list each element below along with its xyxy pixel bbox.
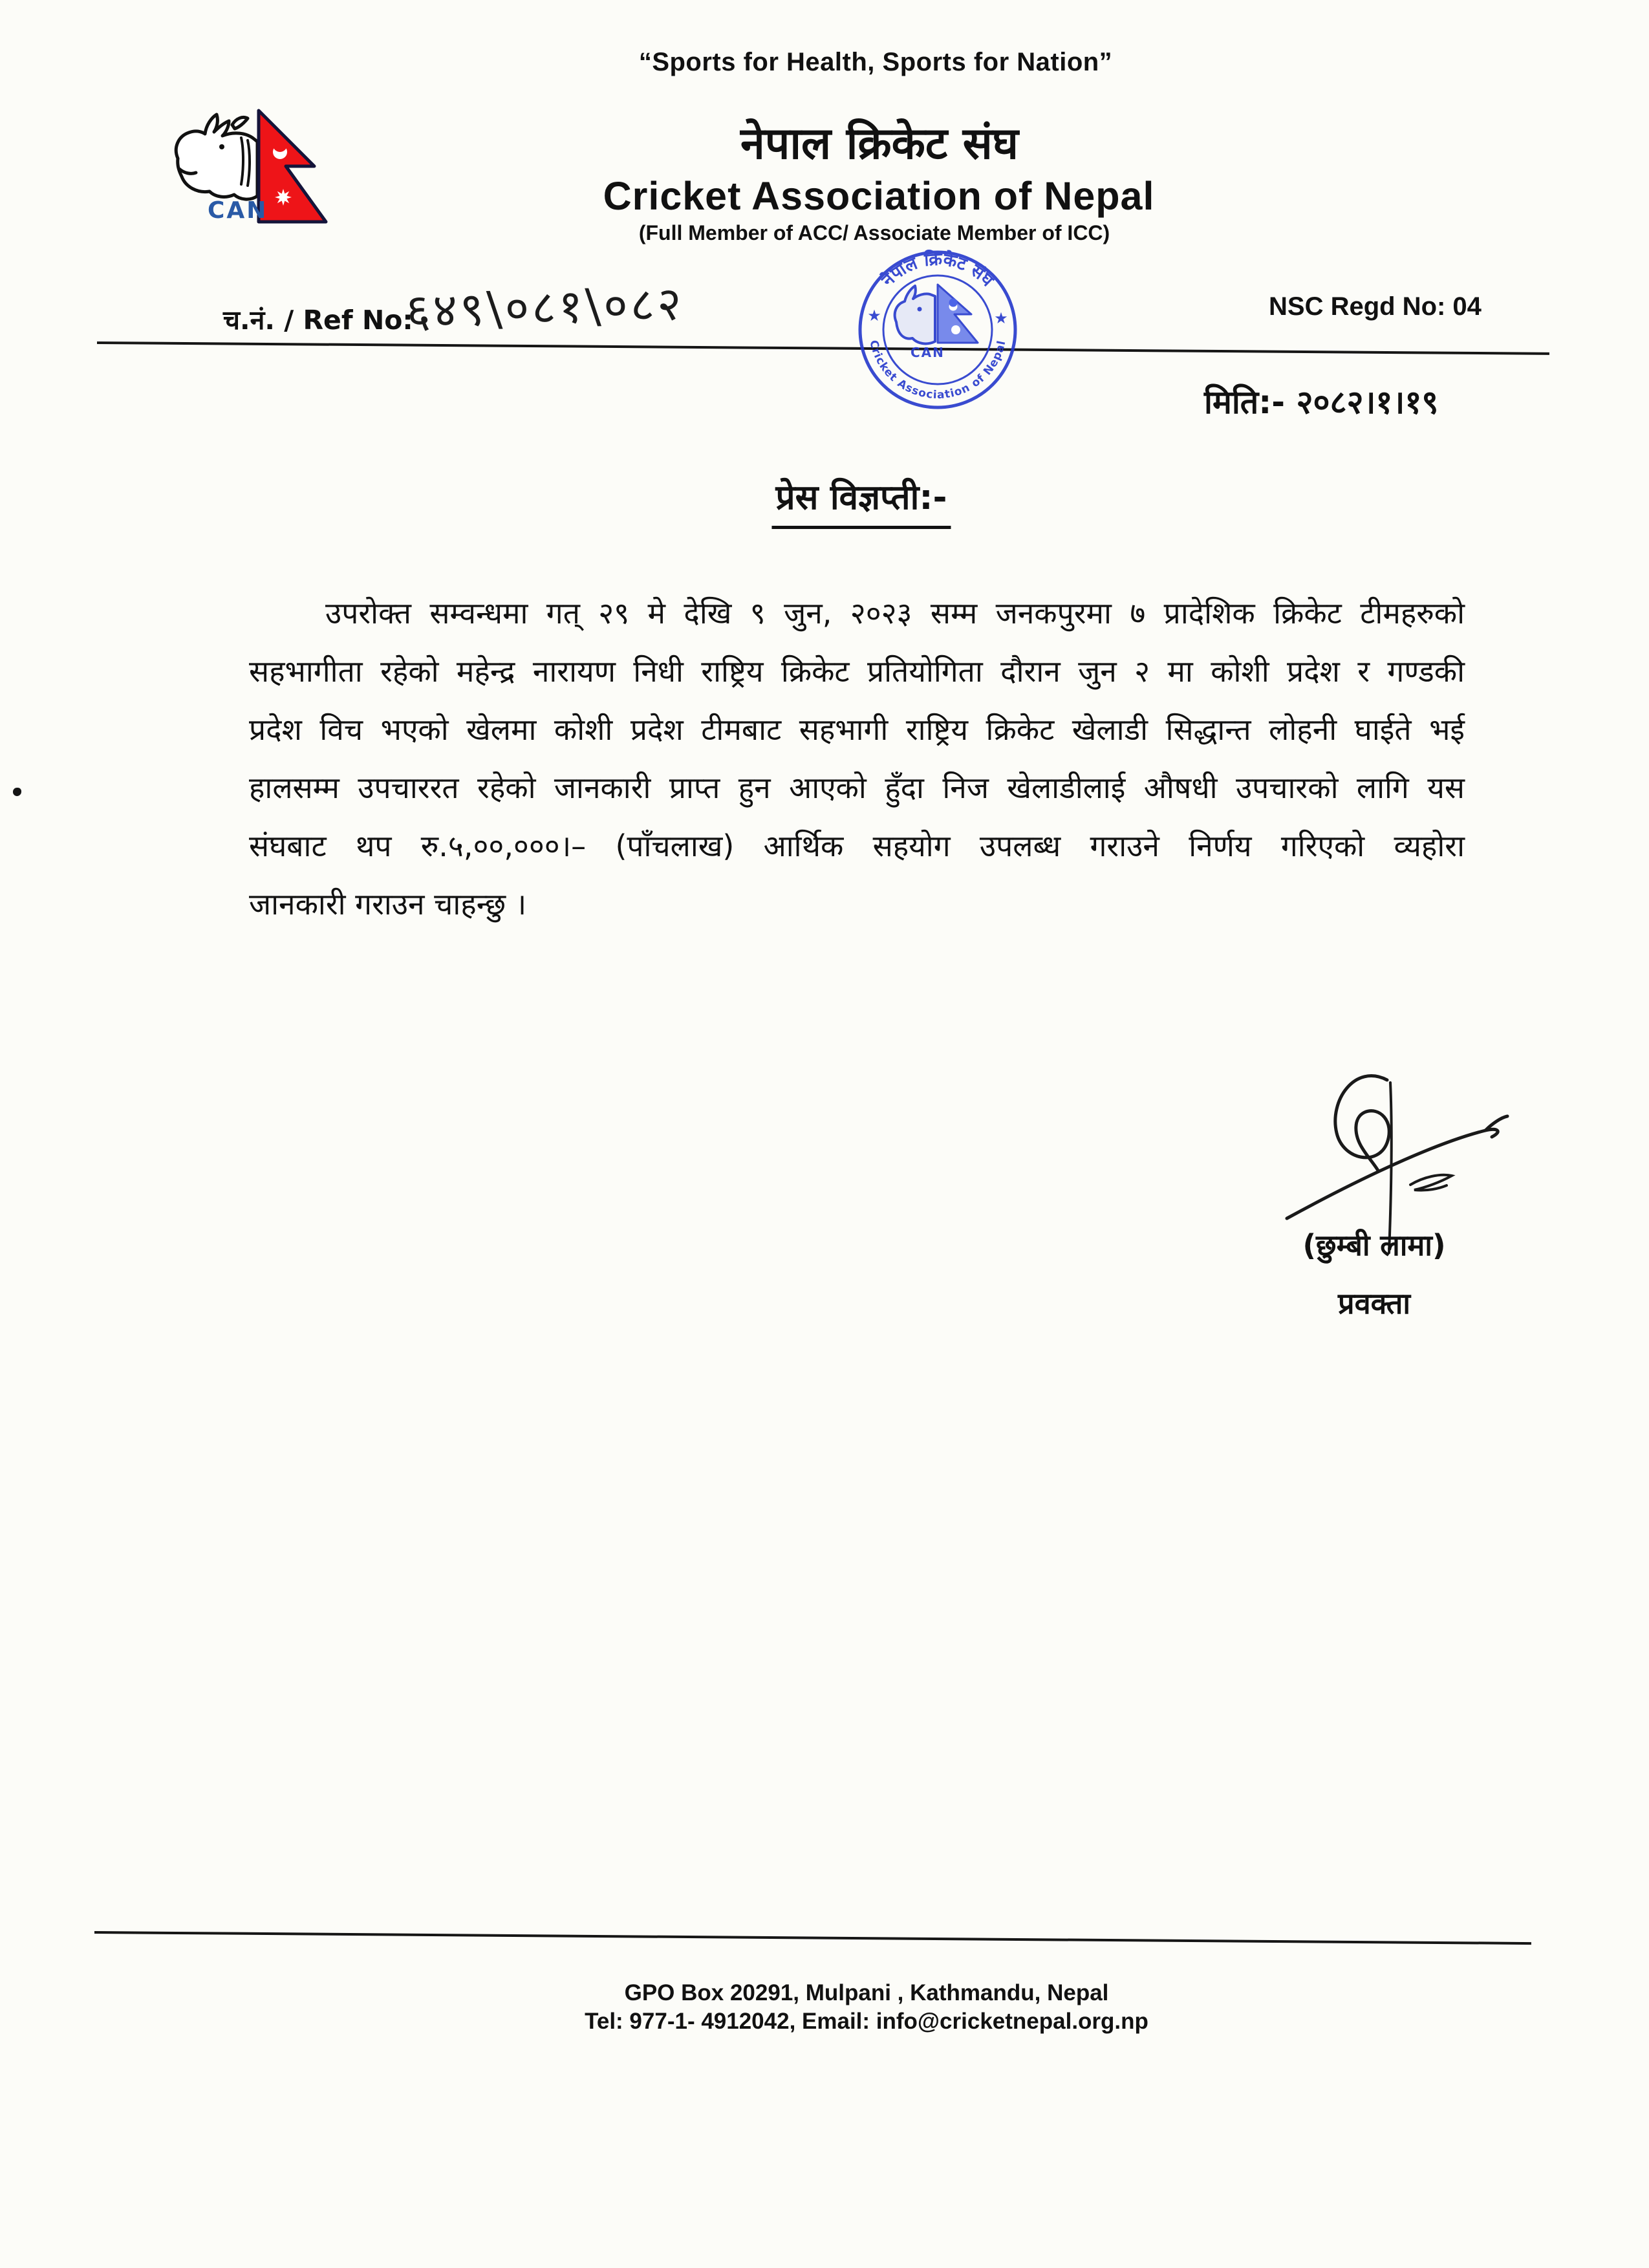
official-stamp xyxy=(855,247,1020,413)
ref-no-label: च.नं. / Ref No: xyxy=(223,305,413,336)
scan-speck xyxy=(13,788,21,796)
can-logo xyxy=(165,107,339,239)
motto-text: “Sports for Health, Sports for Nation” xyxy=(638,48,1113,76)
body-line: प्रदेश विच भएको खेलमा कोशी प्रदेश टीमबाट सहभागी राष्ट्रिय क्रिकेट खेलाडी सिद्धान्त लोहनी घाईते भई xyxy=(249,712,1465,747)
header-divider-line xyxy=(97,341,1549,355)
footer-divider-line xyxy=(94,1931,1531,1945)
nsc-regd-no: NSC Regd No: 04 xyxy=(1269,292,1482,321)
org-name-nepali: नेपाल क्रिकेट संघ xyxy=(740,118,1018,169)
footer-contact: Tel: 977-1- 4912042, Email: info@cricketnepal.org.np xyxy=(585,2009,1148,2034)
body-paragraph xyxy=(249,584,1465,933)
stamp-top-text: नेपाल क्रिकेट संघ xyxy=(878,249,998,291)
logo-abbr-text: CAN xyxy=(208,197,268,224)
date-line: मिति:- २०८२।१।१९ xyxy=(1204,383,1439,421)
stamp-bottom-text: Cricket Association of Nepal xyxy=(867,339,1009,402)
footer-address: GPO Box 20291, Mulpani , Kathmandu, Nepal xyxy=(624,1980,1109,2005)
stamp-abbr-text: CAN xyxy=(911,345,945,360)
press-release-heading: प्रेस विज्ञप्ती:- xyxy=(771,472,951,529)
signatory-name: (छुम्बी लामा) xyxy=(1302,1228,1446,1262)
membership-line: (Full Member of ACC/ Associate Member of ICC) xyxy=(638,221,1110,244)
org-name-english: Cricket Association of Nepal xyxy=(603,174,1155,218)
rhino-icon xyxy=(176,114,257,199)
signatory-title: प्रवक्ता xyxy=(1337,1286,1411,1321)
stamp-star-left-icon: ★ xyxy=(867,307,881,325)
body-line: संघबाट थप रु.५,००,०००।– (पाँचलाख) आर्थिक सहयोग उपलब्ध गराउने निर्णय गरिएको व्यहोरा xyxy=(249,828,1465,863)
ref-no-handwritten: ६४९\०८१\०८२ xyxy=(405,276,685,338)
body-line: उपरोक्त सम्वन्धमा गत् २९ मे देखि ९ जुन, २०२३ सम्म जनकपुरमा ७ प्रादेशिक क्रिकेट टीमहरुको xyxy=(325,596,1465,631)
nepal-flag-icon xyxy=(259,111,326,222)
stamp-star-right-icon: ★ xyxy=(994,309,1008,327)
body-line: सहभागीता रहेको महेन्द्र नारायण निधी राष्ट्रिय क्रिकेट प्रतियोगिता दौरान जुन २ मा कोशी प्रदेश र गण्डकी xyxy=(249,654,1465,689)
body-line: जानकारी गराउन चाहन्छु । xyxy=(249,887,527,922)
stamp-mini-logo xyxy=(895,285,978,360)
press-release-heading-wrap xyxy=(771,472,951,529)
body-line: हालसम्म उपचाररत रहेको जानकारी प्राप्त हुन आएको हुँदा निज खेलाडीलाई औषधी उपचारको लागि यस xyxy=(249,770,1465,805)
